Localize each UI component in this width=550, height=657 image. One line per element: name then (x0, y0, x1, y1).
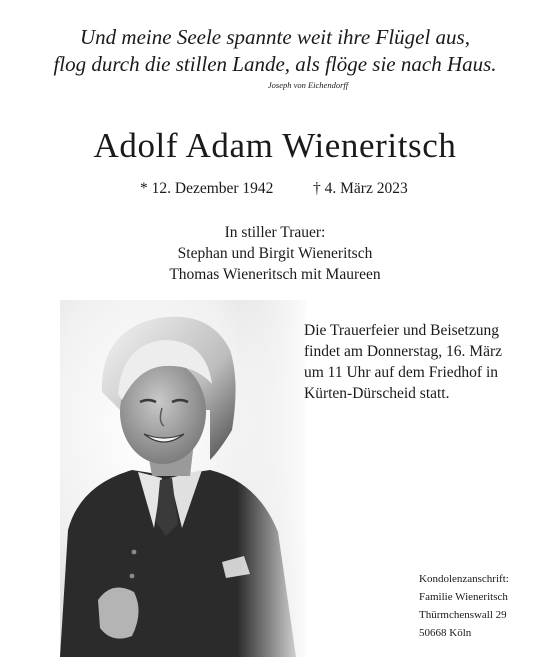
address-line: 50668 Köln (419, 627, 472, 639)
funeral-details (304, 320, 544, 404)
quote-line: Und meine Seele spannte weit ihre Flügel aus, (80, 25, 470, 49)
memorial-quote (0, 24, 550, 78)
portrait-photo-icon (60, 300, 306, 657)
funeral-line: findet am Donnerstag, 16. März (304, 343, 502, 360)
funeral-line: Kürten-Dürscheid statt. (304, 385, 450, 402)
address-line: Familie Wieneritsch (419, 591, 508, 603)
mourner-name: Stephan und Birgit Wieneritsch (177, 245, 373, 262)
quote-line: flog durch die stillen Lande, als flöge sie nach Haus. (53, 52, 497, 76)
address-line: Thürmchenswall 29 (419, 609, 507, 621)
mourners-heading: In stiller Trauer: (224, 224, 326, 241)
condolence-address (419, 570, 544, 642)
quote-author: Joseph von Eichendorff (267, 80, 349, 90)
mourners-block (0, 222, 550, 285)
death-date: † 4. März 2023 (313, 180, 408, 197)
birth-date: * 12. Dezember 1942 (140, 180, 274, 197)
deceased-name: Adolf Adam Wieneritsch (93, 126, 457, 165)
mourner-name: Thomas Wieneritsch mit Maureen (169, 266, 381, 283)
address-label: Kondolenzanschrift: (419, 573, 509, 585)
funeral-line: um 11 Uhr auf dem Friedhof in (304, 364, 498, 381)
funeral-line: Die Trauerfeier und Beisetzung (304, 322, 499, 339)
